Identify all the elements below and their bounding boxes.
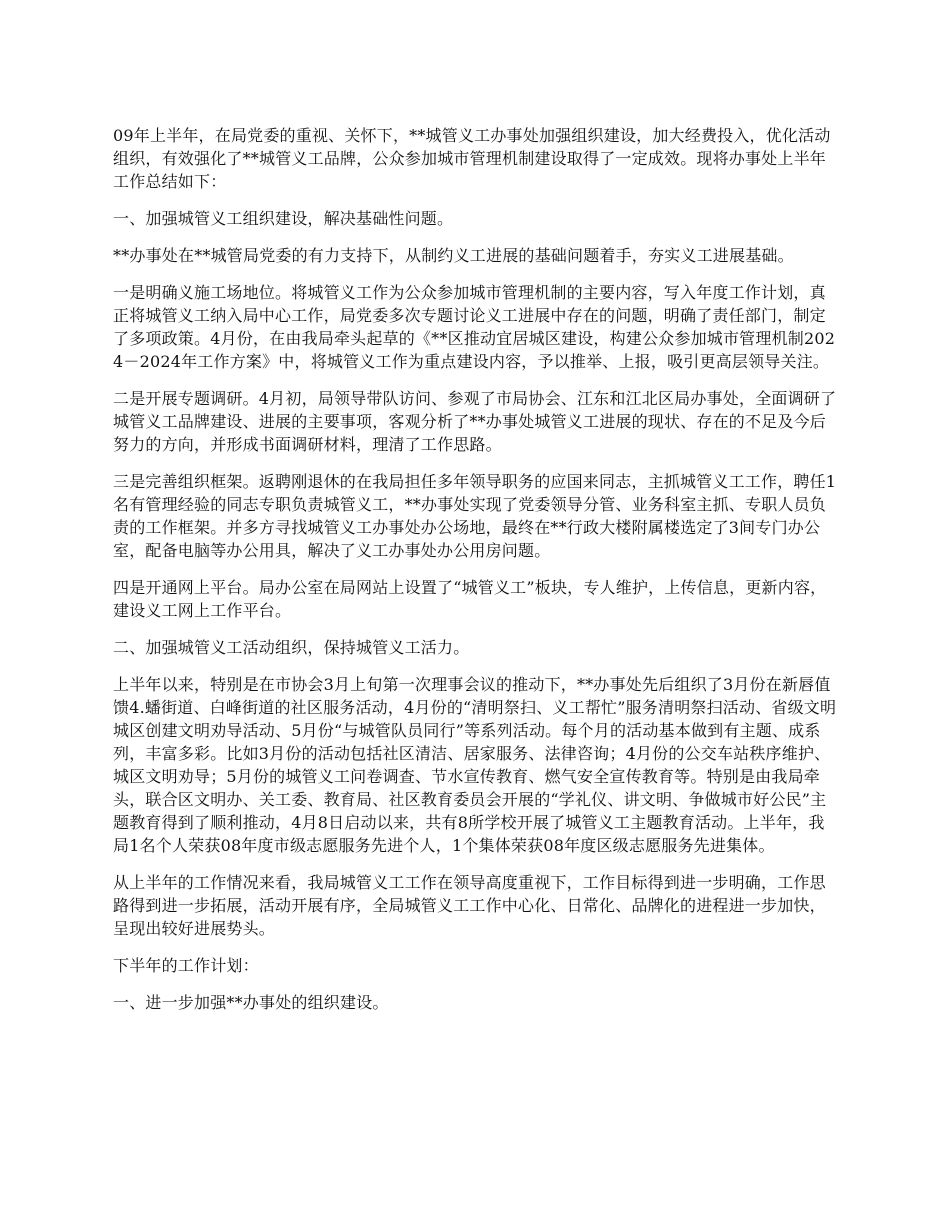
section-heading-1: 一、加强城管义工组织建设，解决基础性问题。 [113,209,454,228]
paragraph: 一是明确义施工场地位。将城管义工作为公众参加城市管理机制的主要内容，写入年度工作计划，真正将城管义工纳入局中心工作，局党委多次专题讨论义工进展中存在的问题，明确了责任部门，制定了多项政策。4月份，在由我局牵头起草的《**区推动宜居城区建设，构建公众参加城市管理机制2024－2024年工作方案》中，将城管义工作为重点建设内容，予以推举、上报，吸引更高层领导关注。 [113,283,836,371]
paragraph: **办事处在**城管局党委的有力支持下，从制约义工进展的基础问题着手，夯实义工进展基础。 [113,246,794,265]
paragraph-intro: 09年上半年，在局党委的重视、关怀下，**城管义工办事处加强组织建设，加大经费投入，优化活动组织，有效强化了**城管义工品牌，公众参加城市管理机制建设取得了一定成效。现将办事处上半年工作总结如下： [113,126,831,191]
paragraph: 四是开通网上平台。局办公室在局网站上设置了“城管义工”板块，专人维护，上传信息，更新内容，建设义工网上工作平台。 [113,578,827,620]
plan-item-1: 一、进一步加强**办事处的组织建设。 [113,993,389,1012]
paragraph: 上半年以来，特别是在市协会3月上旬第一次理事会议的推动下，**办事处先后组织了3月份在新唇值馈4.蟠街道、白峰街道的社区服务活动，4月份的“清明祭扫、义工帮忙”服务清明祭扫活动、省级文明城区创建文明劝导活动、5月份“与城管队员同行”等系列活动。每个月的活动基本做到有主题、成系列，丰富多彩。比如3月份的活动包括社区清洁、居家服务、法律咨询；4月份的公交车站秩序维护、城区文明劝导；5月份的城管义工问卷调查、节水宣传教育、燃气安全宣传教育等。特别是由我局牵头，联合区文明办、关工委、教育局、社区教育委员会开展的“学礼仪、讲文明、争做城市好公民”主题教育得到了顺利推动，4月8日启动以来，共有8所学校开展了城管义工主题教育活动。上半年，我局1名个人荣获08年度市级志愿服务先进个人，1个集体荣获08年度区级志愿服务先进集体。 [113,675,837,855]
paragraph-summary: 从上半年的工作情况来看，我局城管义工工作在领导高度重视下，工作目标得到进一步明确，工作思路得到进一步拓展，活动开展有序，全局城管义工工作中心化、日常化、品牌化的进程进一步加快，呈现出较好进展势头。 [113,873,826,938]
paragraph: 二是开展专题调研。4月初，局领导带队访问、参观了市局协会、江东和江北区局办事处，全面调研了城管义工品牌建设、进展的主要事项，客观分析了**办事处城管义工进展的现状、存在的不足及今后努力的方向，并形成书面调研材料，理清了工作思路。 [113,389,837,454]
plan-heading: 下半年的工作计划： [113,956,259,975]
paragraph: 三是完善组织框架。返聘刚退休的在我局担任多年领导职务的应国来同志，主抓城管义工工作，聘任1名有管理经验的同志专职负责城管义工，**办事处实现了党委领导分管、业务科室主抓、专职人员负责的工作框架。并多方寻找城管义工办事处办公场地，最终在**行政大楼附属楼选定了3间专门办公室，配备电脑等办公用具，解决了义工办事处办公用房问题。 [113,472,837,560]
document-body [113,124,839,1028]
section-heading-2: 二、加强城管义工活动组织，保持城管义工活力。 [113,638,470,657]
